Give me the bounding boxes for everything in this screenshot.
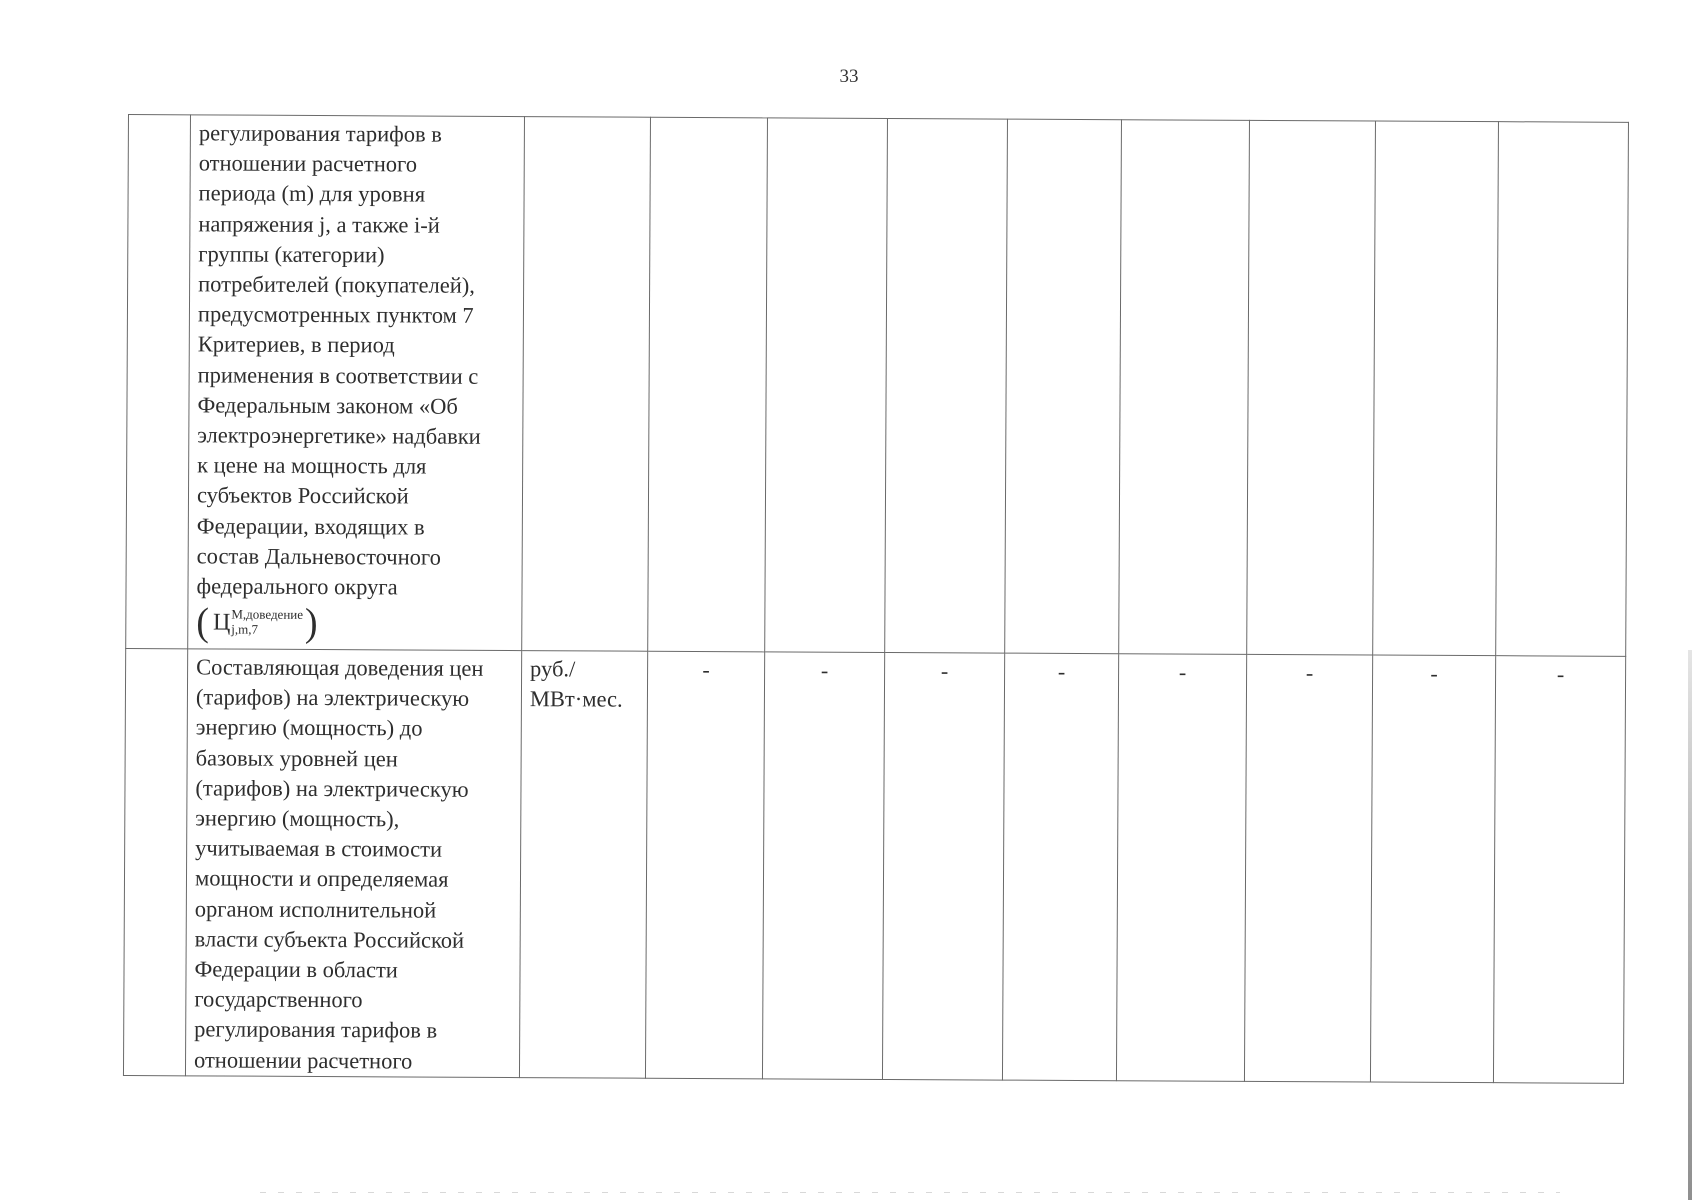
- value-cell: [1247, 120, 1376, 655]
- table-row: [126, 115, 1629, 657]
- description-cell: Составляющая доведения цен (тарифов) на электрическую энергию (мощность) до базовых уровней цен (тарифов) на электрическую энергию (мощность), учитываемая в стоимости мощности и определяемая органом исполнительной власти субъекта Российской Федерации в области государственного регулирования тарифов в отношении расчетного: [185, 649, 521, 1078]
- number-cell: [123, 648, 187, 1075]
- formula-base: Ц: [212, 609, 231, 636]
- value-cell: [1119, 120, 1250, 655]
- number-cell: [126, 115, 191, 649]
- value-cell: [885, 118, 1008, 653]
- value-cell: -: [1493, 656, 1625, 1084]
- row-description: регулирования тарифов в отношении расчетного периода (m) для уровня напряжения j, а также i-й группы (категории) потребителей (покупателей), предусмотренных пунктом 7 Критериев, в период применения в соответствии с Федеральным законом «Об электроэнергетике» надбавки к цене на мощность для субъектов Российской Федерации, входящих в состав Дальневосточного федерального округа: [196, 120, 481, 600]
- value-cell: -: [882, 652, 1004, 1079]
- formula-superscript: М,доведение: [231, 606, 304, 623]
- value-cell: -: [1370, 655, 1495, 1082]
- value-cell: [1496, 122, 1629, 657]
- value-cell: -: [1244, 654, 1372, 1081]
- formula-scripts: [231, 604, 303, 637]
- value-cell: [765, 118, 888, 653]
- table-row: [123, 648, 1625, 1083]
- value-cell: -: [1116, 654, 1246, 1082]
- scan-artifact-bottom: [260, 1192, 1560, 1193]
- scan-artifact-right: [1688, 650, 1692, 1200]
- tariff-table: [123, 114, 1629, 1084]
- value-cell: [648, 117, 768, 652]
- value-cell: [1005, 119, 1122, 654]
- page-number: 33: [839, 66, 859, 87]
- value-cell: [1373, 121, 1499, 656]
- unit-cell: руб./ МВт·мес.: [519, 651, 647, 1078]
- value-cell: -: [645, 651, 764, 1078]
- formula-open-paren: (: [196, 600, 210, 645]
- value-cell: -: [1002, 653, 1118, 1080]
- value-cell: -: [762, 652, 884, 1079]
- formula: [196, 600, 318, 646]
- unit-cell: [522, 117, 651, 652]
- formula-subscript: j,m,7: [231, 621, 259, 637]
- formula-close-paren: ): [304, 601, 318, 646]
- formula-symbol: [209, 604, 305, 643]
- description-cell: [188, 115, 525, 651]
